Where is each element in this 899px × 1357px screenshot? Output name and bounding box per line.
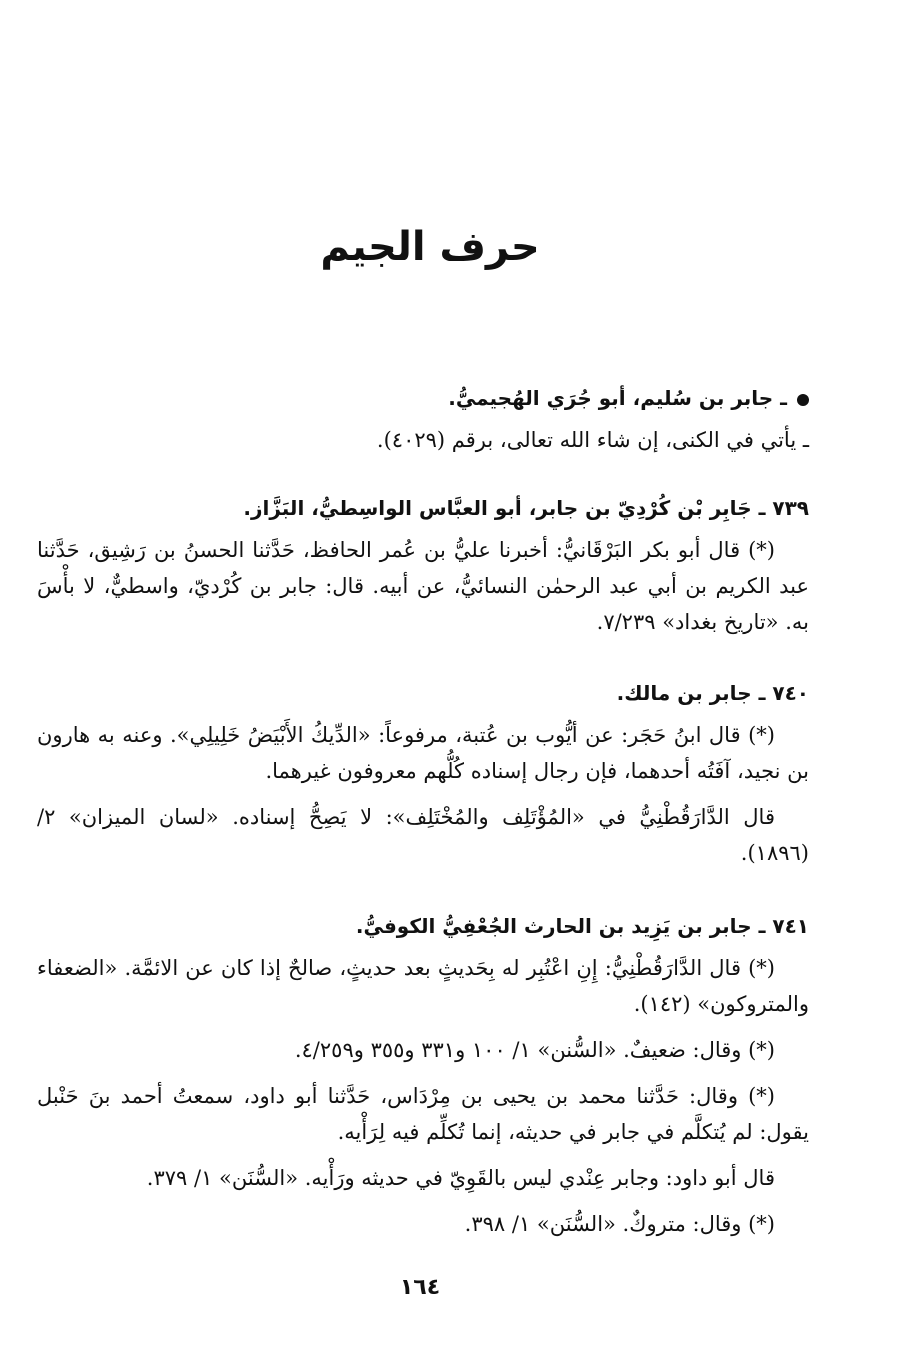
entry-paragraph: قال أبو داود: وجابر عِنْدي ليس بالقَوِيّ في حديثه ورَأْيه. «السُّنَن» ١/ ٣٧٩. — [146, 1166, 775, 1190]
entry-paragraph: (*) قال أبو بكر البَرْقَانيُّ: أخبرنا عليُّ بن عُمر الحافظ، حَدَّثنا الحسنُ بن رَشِيق، حَدَّثنا عبد الكريم بن أبي عبد الرحمٰن النسائيُّ، عن أبيه. قال: جابر بن كُرْديّ، واسطيٌّ، لا بأْسَ به. «تاريخ بغداد» ٧/٢٣٩. — [37, 538, 809, 634]
entry-paragraph: قال الدَّارَقُطْنِيُّ في «المُؤْتَلِف والمُخْتَلِف»: لا يَصِحُّ إسناده. «لسان الميزان» ٢/ (١٨٩٦). — [37, 805, 809, 865]
entry-paragraph: (*) وقال: متروكٌ. «السُّنَن» ١/ ٣٩٨. — [464, 1212, 775, 1236]
entry-heading — [37, 382, 809, 414]
entry-heading: ٧٣٩ ـ جَابِر بْن كُرْدِيّ بن جابر، أبو العبَّاس الواسِطيُّ، البَزَّاز. — [243, 496, 809, 520]
entry-paragraph: (*) وقال: حَدَّثنا محمد بن يحيى بن مِرْدَاس، حَدَّثنا أبو داود، سمعتُ أحمد بنَ حَنْبل يقول: لم يُتكلَّم في جابر في حديثه، إنما تُكلِّم فيه لِرَأْيه. — [37, 1084, 809, 1144]
entry-paragraph: (*) وقال: ضعيفٌ. «السُّنن» ١/ ١٠٠ و٣٣١ و٣٥٥ و٤/٢٥٩. — [294, 1038, 775, 1062]
entry-paragraph: (*) قال الدَّارَقُطْنِيُّ: إِنِ اعْتُبِر له بِحَديثٍ بعد حديثٍ، صالحٌ إذا كان عن الائمَّة. «الضعفاء والمتروكون» (١٤٢). — [37, 956, 809, 1016]
entry-739 — [37, 492, 809, 640]
bullet-icon — [797, 394, 809, 406]
entry-heading: ٧٤١ ـ جابر بن يَزِيد بن الحارث الجُعْفِيُّ الكوفيُّ. — [355, 914, 809, 938]
entry-jabir-bin-sulaim — [37, 382, 809, 458]
entry-heading-text: ـ جابر بن سُليم، أبو جُرَي الهُجيميُّ. — [448, 386, 787, 410]
page-number: ١٦٤ — [399, 1275, 441, 1300]
entry-paragraph: (*) قال ابنُ حَجَر: عن أيُّوب بن عُتبة، مرفوعاً: «الدِّيكُ الأَبْيَضُ خَلِيلِي». وعنه به هارون بن نجيد، آفَتُه أحدهما، فإن رجال إسناده كُلُّهم معروفون غيرهما. — [37, 723, 809, 783]
chapter-title: حرف الجيم — [320, 224, 540, 270]
entry-741 — [37, 910, 809, 1242]
entry-text: ـ يأتي في الكنى، إن شاء الله تعالى، برقم (٤٠٢٩). — [376, 428, 809, 452]
entry-heading: ٧٤٠ ـ جابر بن مالك. — [616, 681, 809, 705]
entry-740 — [37, 677, 809, 871]
